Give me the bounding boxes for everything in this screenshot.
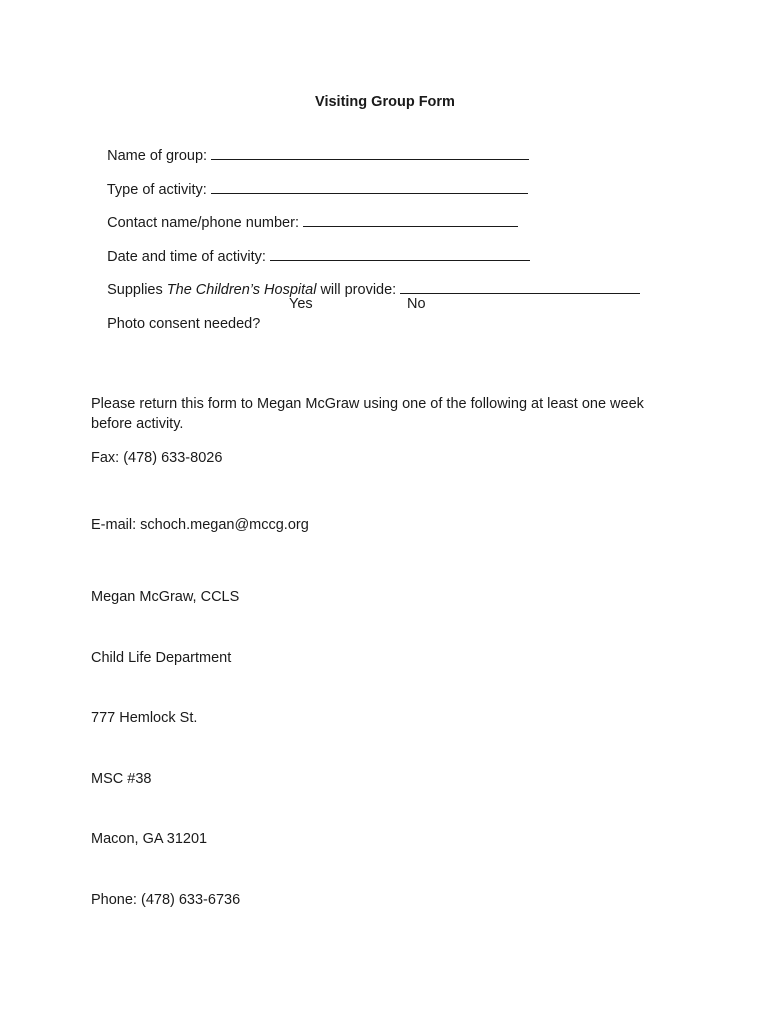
- instructions-line-1: Please return this form to Megan McGraw using one of the following at least one week: [91, 396, 644, 412]
- supplies-org-name: The Children’s Hospital: [166, 282, 317, 298]
- name-of-group-field[interactable]: [211, 147, 529, 160]
- address-street: 777 Hemlock St.: [91, 710, 198, 726]
- photo-consent-no-option[interactable]: No: [407, 296, 426, 312]
- name-of-group-label: Name of group:: [107, 148, 208, 164]
- form-title: Visiting Group Form: [315, 94, 455, 110]
- supplies-suffix: will provide:: [320, 282, 397, 298]
- fax-number: Fax: (478) 633-8026: [91, 450, 223, 466]
- address-msc: MSC #38: [91, 770, 152, 787]
- address-phone: Phone: (478) 633-6736: [91, 891, 241, 908]
- type-of-activity-label: Type of activity:: [106, 182, 207, 198]
- contact-label: Contact name/phone number:: [107, 215, 299, 231]
- mailing-address: [91, 547, 240, 950]
- photo-consent-row: [91, 294, 651, 332]
- address-name: Megan McGraw, CCLS: [91, 589, 240, 605]
- instructions-line-2: before activity.: [91, 416, 184, 432]
- photo-consent-label: Photo consent needed?: [107, 316, 261, 332]
- photo-consent-yes-option[interactable]: Yes: [289, 296, 313, 312]
- contact-field[interactable]: [303, 214, 518, 227]
- address-city: Macon, GA 31201: [91, 831, 208, 847]
- supplies-prefix: Supplies: [107, 282, 163, 298]
- address-department: Child Life Department: [91, 649, 232, 666]
- email-address: E-mail: schoch.megan@mccg.org: [91, 517, 309, 533]
- date-time-label: Date and time of activity:: [107, 249, 266, 265]
- supplies-field[interactable]: [400, 281, 640, 294]
